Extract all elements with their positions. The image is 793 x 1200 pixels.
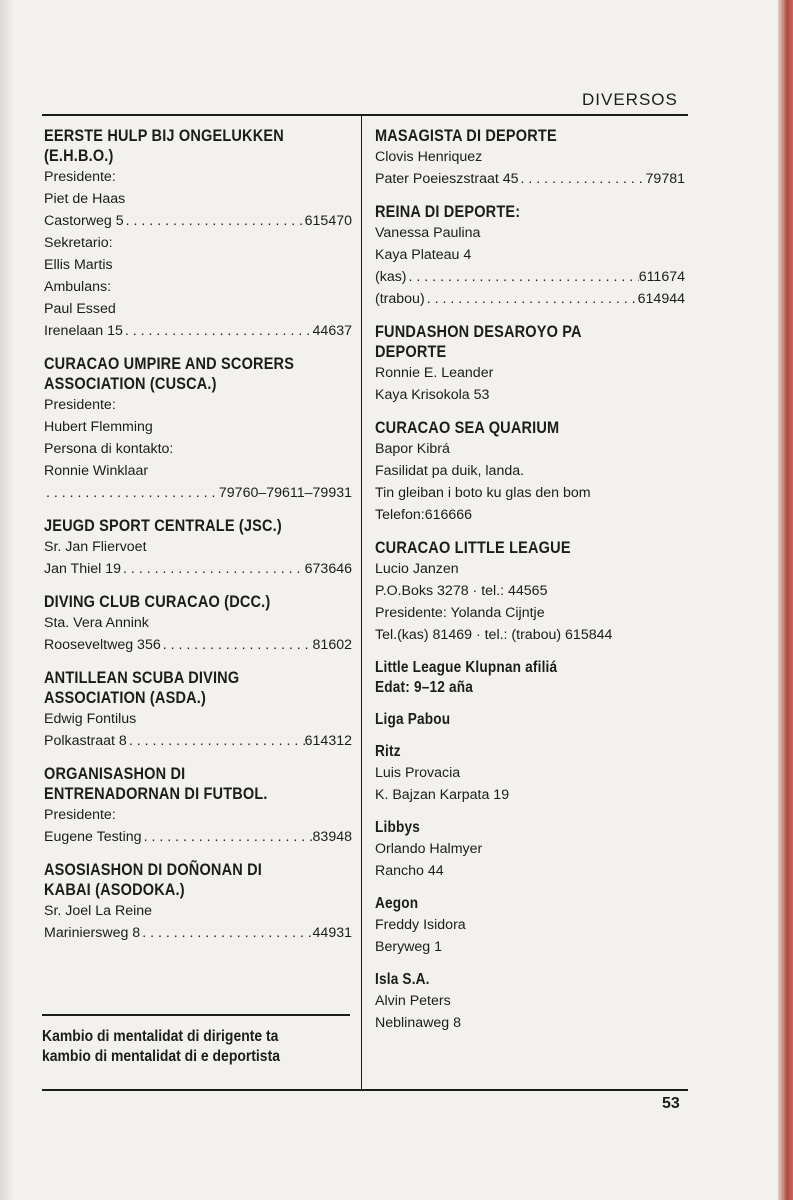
phone-number: 44931 [312,925,352,941]
left-column [44,126,352,956]
entry-heading: JEUGD SPORT CENTRALE (JSC.) [44,517,282,535]
entry-line: Ellis Martis [44,257,113,273]
directory-entry [375,970,685,1034]
directory-entry [375,658,685,698]
phone-number: 673646 [304,561,352,577]
entry-line: Edwig Fontilus [44,711,137,727]
phone-number: 614944 [637,291,685,307]
entry-heading: MASAGISTA DI DEPORTE [375,127,557,145]
leader-row [44,826,352,848]
entry-heading: ENTRENADORNAN DI FUTBOL. [44,785,268,803]
dot-leader [161,634,313,656]
directory-entry [44,860,352,944]
directory-entry [375,818,685,882]
leader-row [44,634,352,656]
leader-row [375,266,685,288]
address-label: Pater Poeieszstraat 45 [375,171,519,187]
entry-subheading: Liga Pabou [375,711,451,728]
entry-line: Orlando Halmyer [375,841,483,857]
entry-line: Ronnie Winklaar [44,463,149,479]
phone-number: 83948 [312,829,352,845]
entry-heading: (E.H.B.O.) [44,147,114,165]
dot-leader [124,210,305,232]
entry-line: Tin gleiban i boto ku glas den bom [375,485,591,501]
directory-entry [375,126,685,190]
entry-heading: EERSTE HULP BIJ ONGELUKKEN [44,127,284,145]
address-label: Polkastraat 8 [44,733,127,749]
header-rule [42,114,688,116]
entry-line: Neblinaweg 8 [375,1015,461,1031]
entry-line: Telefon:616666 [375,507,473,523]
entry-line: Lucio Janzen [375,561,459,577]
leader-row [44,922,352,944]
dot-leader [142,826,313,848]
dot-leader [519,168,646,190]
entry-line: Vanessa Paulina [375,225,481,241]
address-label: Eugene Testing [44,829,142,845]
entry-line: Ronnie E. Leander [375,365,494,381]
address-label: Jan Thiel 19 [44,561,122,577]
footer-rule [42,1089,688,1091]
entry-line: Kaya Krisokola 53 [375,387,490,403]
entry-line: Sr. Jan Fliervoet [44,539,147,555]
entry-line: Persona di kontakto: [44,441,174,457]
entry-heading: CURACAO LITTLE LEAGUE [375,539,571,557]
entry-line: Clovis Henriquez [375,149,483,165]
address-label: (kas) [375,269,407,285]
entry-line: Tel.(kas) 81469 · tel.: (trabou) 615844 [375,627,613,643]
entry-heading: CURACAO SEA QUARIUM [375,419,560,437]
slogan-top-rule [42,1014,350,1016]
entry-line: Hubert Flemming [44,419,153,435]
entry-line: Paul Essed [44,301,116,317]
page-binding-shadow [0,0,14,1200]
entry-heading: FUNDASHON DESAROYO PA [375,323,582,341]
directory-entry [375,538,685,646]
entry-line: Sekretario: [44,235,113,251]
entry-line: Beryweg 1 [375,939,443,955]
dot-leader [121,558,305,580]
directory-entry [375,742,685,806]
page-edge-red [778,0,793,1200]
dot-leader [44,482,219,504]
entry-subheading: Little League Klupnan afiliá [375,659,558,676]
directory-entry [375,418,685,526]
entry-line: Sr. Joel La Reine [44,903,153,919]
entry-heading: REINA DI DEPORTE: [375,203,521,221]
dot-leader [127,730,305,752]
entry-line: Freddy Isidora [375,917,466,933]
entry-heading: ASOSIASHON DI DOÑONAN DI [44,861,263,879]
directory-entry [375,202,685,310]
phone-number: 44637 [312,323,352,339]
leader-row [44,320,352,342]
leader-row [44,210,352,232]
entry-subheading: Aegon [375,895,419,912]
leader-row [375,168,685,190]
entry-heading: ASSOCIATION (ASDA.) [44,689,206,707]
entry-line: Rancho 44 [375,863,444,879]
entry-line: Fasilidat pa duik, landa. [375,463,525,479]
entry-heading: ORGANISASHON DI [44,765,186,783]
directory-entry [375,322,685,406]
dot-leader [425,288,638,310]
address-label: Mariniersweg 8 [44,925,141,941]
phone-number: 81602 [312,637,352,653]
address-label: (trabou) [375,291,425,307]
entry-heading: KABAI (ASODOKA.) [44,881,185,899]
phone-number: 79760–79611–79931 [218,485,352,501]
slogan-line: kambio di mentalidat di e deportista [42,1048,280,1065]
phone-number: 614312 [304,733,352,749]
phone-number: 79781 [645,171,685,187]
directory-entry [44,668,352,752]
entry-line: K. Bajzan Karpata 19 [375,787,510,803]
phone-number: 615470 [304,213,352,229]
entry-heading: ANTILLEAN SCUBA DIVING [44,669,240,687]
entry-line: Bapor Kibrá [375,441,450,457]
page-number: 53 [662,1095,680,1112]
directory-entry [375,710,685,730]
leader-row [44,730,352,752]
address-label: Castorweg 5 [44,213,124,229]
entry-line: Ambulans: [44,279,112,295]
right-column [375,126,685,1046]
entry-subheading: Libbys [375,819,421,836]
leader-row [44,482,352,504]
phone-number: 611674 [638,269,685,285]
leader-row [44,558,352,580]
entry-line: Presidente: Yolanda Cijntje [375,605,545,621]
entry-subheading: Ritz [375,743,401,760]
entry-line: Kaya Plateau 4 [375,247,472,263]
column-divider [361,116,362,1090]
address-label: Rooseveltweg 356 [44,637,161,653]
entry-subheading: Isla S.A. [375,971,430,988]
entry-subheading: Edat: 9–12 aña [375,679,473,696]
entry-line: Luis Provacia [375,765,461,781]
directory-entry [44,592,352,656]
entry-line: P.O.Boks 3278 · tel.: 44565 [375,583,548,599]
entry-line: Presidente: [44,807,116,823]
directory-entry [44,126,352,342]
entry-heading: ASSOCIATION (CUSCA.) [44,375,217,393]
entry-line: Presidente: [44,169,116,185]
entry-line: Piet de Haas [44,191,126,207]
entry-heading: DEPORTE [375,343,447,361]
directory-entry [44,354,352,504]
entry-line: Presidente: [44,397,116,413]
entry-line: Alvin Peters [375,993,451,1009]
entry-heading: DIVING CLUB CURACAO (DCC.) [44,593,271,611]
dot-leader [140,922,312,944]
slogan [42,1027,319,1067]
section-header: DIVERSOS [582,90,678,109]
dot-leader [123,320,313,342]
directory-entry [44,764,352,848]
directory-entry [375,894,685,958]
leader-row [375,288,685,310]
address-label: Irenelaan 15 [44,323,123,339]
dot-leader [407,266,639,288]
entry-heading: CURACAO UMPIRE AND SCORERS [44,355,295,373]
entry-line: Sta. Vera Annink [44,615,149,631]
slogan-line: Kambio di mentalidat di dirigente ta [42,1028,279,1045]
directory-entry [44,516,352,580]
